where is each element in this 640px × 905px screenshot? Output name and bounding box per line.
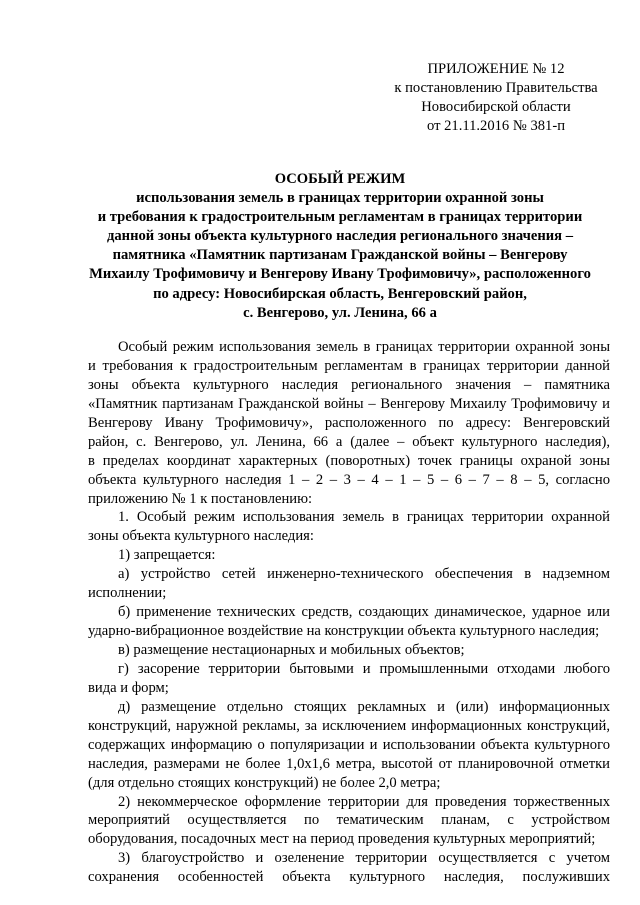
body-line: мероприятий осуществляется по тематическим планам, с устройством <box>88 812 610 829</box>
document-title <box>60 170 620 323</box>
body-line: Особый режим использования земель в границах территории охранной зоны <box>118 339 610 355</box>
appendix-date: от 21.11.2016 № 381-п <box>426 118 566 134</box>
title-line: с. Венгерово, ул. Ленина, 66 а <box>243 304 437 321</box>
title-line: по адресу: Новосибирская область, Венгеровский район, <box>153 285 527 302</box>
body-line: наследия, размерами не более 1,0х1,6 метра, высотой от планировочной отметки <box>88 755 610 772</box>
body-line: вида и форм; <box>88 679 169 696</box>
title-line: использования земель в границах территории охранной зоны <box>136 190 544 207</box>
body-line: (для отдельно стоящих конструкций) не более 2,0 метра; <box>88 774 441 791</box>
title-line: и требования к градостроительным регламентам в границах территории <box>97 209 583 226</box>
body-line: «Памятник партизанам Гражданской войны – Венгерову Михаилу Трофимовичу и <box>88 395 610 412</box>
body-line: конструкций, наружной рекламы, за исключением информационных конструкций, <box>88 717 610 734</box>
appendix-header <box>386 60 606 136</box>
body-line: зоны объекта культурного наследия регионального значения – памятника <box>88 376 610 393</box>
appendix-region: Новосибирской области <box>421 99 571 115</box>
body-line: исполнении; <box>88 585 167 602</box>
body-line: 1. Особый режим использования земель в границах территории охранной <box>118 509 610 526</box>
body-line: зоны объекта культурного наследия: <box>88 528 314 545</box>
body-line: и требования к градостроительным регламентам в границах территории данной <box>88 357 610 374</box>
body-line: приложению № 1 к постановлению: <box>88 490 313 507</box>
body-line: 3) благоустройство и озеленение территории осуществляется с учетом <box>118 850 610 867</box>
body-line: б) применение технических средств, создающих динамическое, ударное или <box>118 604 610 621</box>
title-line: данной зоны объекта культурного наследия регионального значения – <box>106 228 573 245</box>
document-body <box>88 338 610 887</box>
body-line: объекта культурного наследия 1 – 2 – 3 – 4 – 1 – 5 – 6 – 7 – 8 – 5, согласно <box>88 471 610 488</box>
title-line: памятника «Памятник партизанам Гражданской войны – Венгерову <box>112 247 568 264</box>
body-line: Венгерову Ивану Трофимовичу», расположенного по адресу: Венгеровский <box>88 414 610 431</box>
appendix-reference: к постановлению Правительства <box>394 80 598 96</box>
body-line: г) засорение территории бытовыми и промышленными отходами любого <box>118 660 610 677</box>
title-line: Михаилу Трофимовичу и Венгерову Ивану Трофимовичу», расположенного <box>89 266 591 283</box>
body-line: содержащих информацию о популяризации и использовании объекта культурного <box>88 736 610 753</box>
body-line: ударно-вибрационное воздействие на конструкции объекта культурного наследия; <box>88 623 600 640</box>
body-line: 2) некоммерческое оформление территории для проведения торжественных <box>118 793 610 810</box>
body-line: д) размещение отдельно стоящих рекламных и (или) информационных <box>118 698 610 715</box>
title-heading: ОСОБЫЙ РЕЖИМ <box>274 171 406 187</box>
body-line: в) размещение нестационарных и мобильных объектов; <box>118 642 465 658</box>
body-line: оборудования, посадочных мест на период проведения культурных мероприятий; <box>88 831 596 848</box>
body-line: 1) запрещается: <box>118 547 216 564</box>
body-line: сохранения особенностей объекта культурного наследия, послуживших <box>88 869 610 886</box>
body-line: в пределах координат характерных (поворотных) точек границы охраной зоны <box>88 452 610 469</box>
appendix-number: ПРИЛОЖЕНИЕ № 12 <box>427 61 565 77</box>
body-line: район, с. Венгерово, ул. Ленина, 66 а (далее – объект культурного наследия), <box>88 433 610 450</box>
body-line: а) устройство сетей инженерно-технического обеспечения в надземном <box>118 566 610 583</box>
